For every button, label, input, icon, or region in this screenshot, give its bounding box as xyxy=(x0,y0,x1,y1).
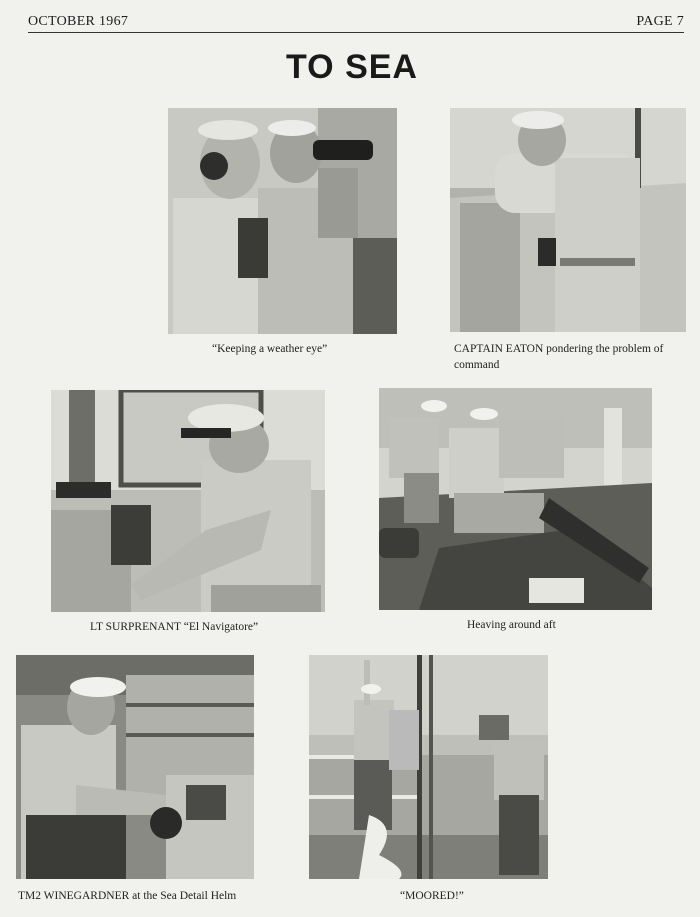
caption-keeping-weather-eye: “Keeping a weather eye” xyxy=(212,343,328,355)
caption-moored: “MOORED!” xyxy=(400,890,464,902)
caption-heaving-around-aft: Heaving around aft xyxy=(467,619,556,631)
photo-keeping-weather-eye xyxy=(168,108,397,334)
photo-heaving-around-aft xyxy=(379,388,652,610)
photo-moored xyxy=(309,655,548,879)
page-title: TO SEA xyxy=(286,48,418,86)
caption-tm2-winegardner: TM2 WINEGARDNER at the Sea Detail Helm xyxy=(18,890,237,902)
photo-tm2-winegardner xyxy=(16,655,254,879)
photo-lt-surprenant xyxy=(51,390,325,612)
issue-date: OCTOBER 1967 xyxy=(28,14,129,29)
page-number: PAGE 7 xyxy=(636,14,684,29)
caption-captain-eaton: CAPTAIN EATON pondering the problem of command xyxy=(454,343,664,371)
photo-captain-eaton xyxy=(450,108,686,332)
caption-lt-surprenant: LT SURPRENANT “El Navigatore” xyxy=(90,621,259,633)
bleed-through-text xyxy=(570,48,580,92)
page-header xyxy=(28,12,684,33)
